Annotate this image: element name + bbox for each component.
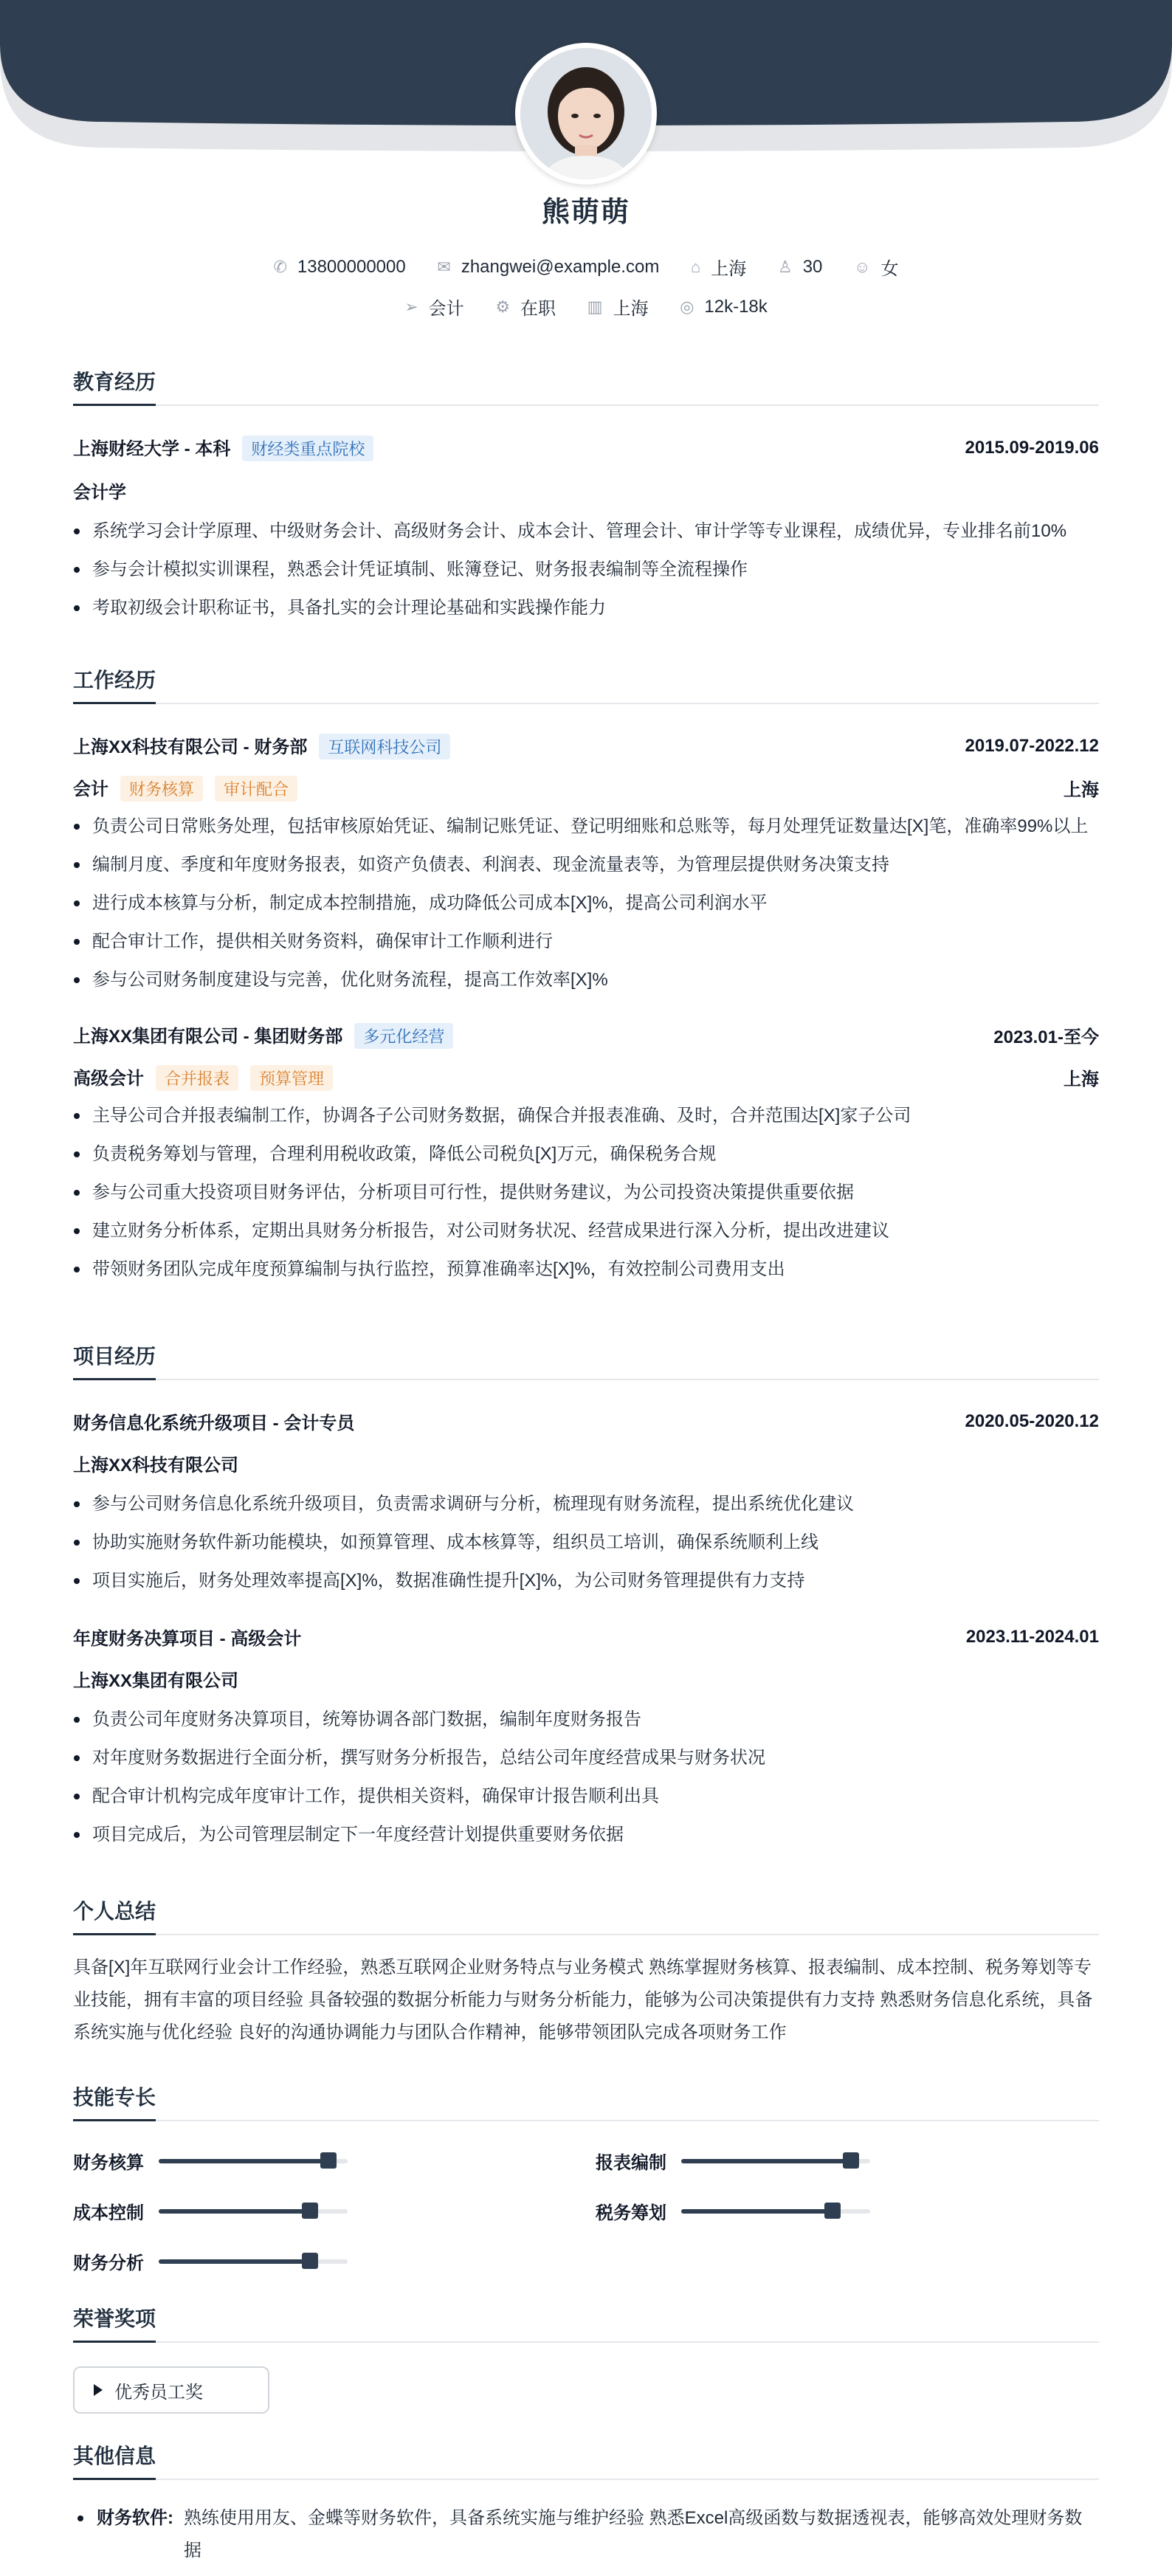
list-item: 对年度财务数据进行全面分析，撰写财务分析报告，总结公司年度经营成果与财务状况 — [92, 1739, 1099, 1777]
work-section — [73, 664, 1099, 1289]
phone-text: 13800000000 — [297, 256, 406, 277]
salary-item — [680, 297, 768, 317]
other-text: 据 — [184, 2541, 201, 2560]
skill-item — [73, 2248, 348, 2274]
education-section — [73, 366, 1099, 627]
major: 会计学 — [73, 483, 126, 503]
status-text: 在职 — [520, 299, 556, 319]
job-header — [73, 732, 1099, 760]
skill-bar — [159, 2159, 348, 2163]
education-bullets — [73, 512, 1099, 627]
status-icon: ⚙ — [495, 297, 511, 316]
skill-bar — [681, 2159, 870, 2163]
project-title: 财务信息化系统升级项目 - 会计专员 — [73, 1413, 355, 1433]
summary-line: 系统实施与优化经验 良好的沟通协调能力与团队合作精神，能够带领团队完成各项财务工作 — [73, 2022, 787, 2042]
gender-icon: ☺ — [854, 257, 871, 276]
section-title: 教育经历 — [73, 366, 1099, 406]
skill-fill — [159, 2209, 310, 2214]
section-title: 项目经历 — [73, 1340, 1099, 1380]
age-item — [778, 257, 822, 278]
age-text: 30 — [802, 256, 823, 277]
list-item: 考取初级会计职称证书，具备扎实的会计理论基础和实践操作能力 — [92, 589, 1099, 627]
skill-knob — [320, 2152, 337, 2169]
role-tag: 预算管理 — [250, 1065, 333, 1091]
skill-bar — [681, 2209, 870, 2214]
list-item: 协助实施财务软件新功能模块，如预算管理、成本核算等，组织员工培训，确保系统顺利上线 — [92, 1523, 1099, 1562]
skill-item — [596, 2148, 870, 2174]
list-item: 参与公司财务信息化系统升级项目，负责需求调研与分析，梳理现有财务流程，提出系统优化建议 — [92, 1485, 1099, 1523]
salary-text: 12k-18k — [704, 296, 768, 317]
project-bullets — [73, 1485, 1099, 1600]
list-item: 项目实施后，财务处理效率提高[X]%，数据准确性提升[X]%，为公司财务管理提供有力支持 — [92, 1562, 1099, 1600]
project-bullets — [73, 1701, 1099, 1854]
phone-item — [273, 257, 405, 278]
role-tag: 审计配合 — [215, 776, 297, 802]
target-city-item — [587, 294, 649, 320]
other-item — [73, 2502, 1099, 2567]
gender-item — [854, 254, 898, 280]
age-icon: ♙ — [777, 257, 793, 276]
target-city-text: 上海 — [613, 299, 649, 319]
project-org: 上海XX集团有限公司 — [73, 1671, 239, 1691]
skill-name: 财务核算 — [73, 2153, 144, 2173]
project-header — [73, 1408, 1099, 1434]
skill-name: 成本控制 — [73, 2203, 144, 2223]
job-role-row — [73, 1064, 1099, 1091]
awards-section — [73, 2303, 1099, 2343]
skill-item — [73, 2148, 348, 2174]
skill-knob — [843, 2152, 859, 2169]
summary-line: 具备[X]年互联网行业会计工作经验，熟悉互联网企业财务特点与业务模式 熟练掌握财务核算、报表编制、成本控制、税务筹划等专 — [73, 1957, 1092, 1977]
job-date: 2023.01-至今 — [993, 1027, 1099, 1047]
list-item: 建立财务分析体系，定期出具财务分析报告，对公司财务状况、经营成果进行深入分析，提出改进建议 — [92, 1212, 1099, 1250]
summary-text — [73, 1952, 1099, 2049]
list-item: 系统学习会计学原理、中级财务会计、高级财务会计、成本会计、管理会计、审计学等专业课程，成绩优异，专业排名前10% — [92, 512, 1099, 551]
award-label: 优秀员工奖 — [114, 2382, 203, 2403]
job-location: 上海 — [1064, 1070, 1099, 1089]
skill-knob — [302, 2253, 318, 2269]
summary-line: 业技能，拥有丰富的项目经验 具备较强的数据分析能力与财务分析能力，能够为公司决策提供有力支持 熟悉财务信息化系统，具备 — [73, 1990, 1093, 2010]
list-item: 主导公司合并报表编制工作，协调各子公司财务数据，确保合并报表准确、及时，合并范围达[X]家子公司 — [92, 1097, 1099, 1135]
job-role-row — [73, 774, 1099, 802]
other-text: 熟练使用用友、金蝶等财务软件，具备系统实施与维护经验 熟悉Excel高级函数与数据透视表，能够高效处理财务数 — [184, 2508, 1083, 2528]
job-date: 2019.07-2022.12 — [965, 735, 1099, 756]
job-role: 高级会计 — [73, 1069, 144, 1089]
job-role: 会计 — [73, 779, 108, 799]
skill-knob — [824, 2203, 841, 2219]
section-title: 其他信息 — [73, 2440, 1099, 2480]
job-header — [73, 1022, 1099, 1049]
phone-icon: ✆ — [273, 257, 287, 276]
skill-fill — [681, 2209, 833, 2214]
skill-bar — [159, 2259, 348, 2264]
list-item: 参与公司重大投资项目财务评估，分析项目可行性，提供财务建议，为公司投资决策提供重要依据 — [92, 1174, 1099, 1212]
list-item: 负责税务筹划与管理，合理利用税收政策，降低公司税负[X]万元，确保税务合规 — [92, 1135, 1099, 1174]
summary-section — [73, 1895, 1099, 2049]
skill-fill — [681, 2159, 851, 2163]
role-tag: 合并报表 — [156, 1065, 238, 1091]
section-title: 荣誉奖项 — [73, 2303, 1099, 2343]
list-item: 配合审计机构完成年度审计工作，提供相关资料，确保审计报告顺利出具 — [92, 1777, 1099, 1816]
project-date: 2023.11-2024.01 — [965, 1626, 1099, 1647]
skill-bar — [159, 2209, 348, 2214]
triangle-right-icon — [94, 2384, 103, 2396]
project-org: 上海XX科技有限公司 — [73, 1456, 239, 1475]
building-icon: ▥ — [587, 297, 603, 316]
gender-text: 女 — [880, 259, 899, 279]
list-item: 项目完成后，为公司管理层制定下一年度经营计划提供重要财务依据 — [92, 1816, 1099, 1854]
list-item: 进行成本核算与分析，制定成本控制措施，成功降低公司成本[X]%，提高公司利润水平 — [92, 884, 1099, 923]
city-text: 上海 — [711, 259, 747, 279]
other-section — [73, 2440, 1099, 2567]
education-date: 2015.09-2019.06 — [965, 437, 1099, 458]
other-label: 财务软件: — [97, 2508, 173, 2528]
skill-item — [73, 2198, 348, 2224]
section-title: 个人总结 — [73, 1895, 1099, 1935]
job-item — [404, 294, 463, 320]
status-item — [495, 294, 556, 320]
city-item — [691, 254, 746, 280]
skill-fill — [159, 2259, 310, 2264]
candidate-name: 熊萌萌 — [541, 197, 630, 228]
job-bullets — [73, 1097, 1099, 1289]
list-item: 编制月度、季度和年度财务报表，如资产负债表、利润表、现金流量表等，为管理层提供财务决策支持 — [92, 846, 1099, 884]
job-bullets — [73, 807, 1099, 999]
company-name: 上海XX集团有限公司 - 集团财务部 — [73, 1027, 343, 1047]
project-date: 2020.05-2020.12 — [965, 1411, 1099, 1431]
school-tag: 财经类重点院校 — [242, 435, 373, 461]
company-tag: 多元化经营 — [354, 1023, 453, 1049]
list-item: 配合审计工作，提供相关财务资料，确保审计工作顺利进行 — [92, 923, 1099, 961]
company-tag: 互联网科技公司 — [319, 734, 450, 760]
skill-fill — [159, 2159, 328, 2163]
skill-knob — [302, 2203, 318, 2219]
projects-section — [73, 1340, 1099, 1854]
skill-item — [596, 2198, 870, 2224]
section-title: 技能专长 — [73, 2081, 1099, 2121]
home-icon: ⌂ — [691, 257, 701, 276]
company-name: 上海XX科技有限公司 - 财务部 — [73, 737, 308, 757]
mail-icon: ✉ — [437, 257, 451, 276]
award-item[interactable] — [73, 2366, 269, 2414]
list-item: 负责公司年度财务决算项目，统筹协调各部门数据，编制年度财务报告 — [92, 1701, 1099, 1739]
skill-name: 税务筹划 — [596, 2203, 666, 2223]
list-item: 参与会计模拟实训课程，熟悉会计凭证填制、账簿登记、财务报表编制等全流程操作 — [92, 551, 1099, 589]
skill-name: 报表编制 — [596, 2153, 666, 2173]
role-tag: 财务核算 — [120, 776, 203, 802]
skills-section — [73, 2081, 1099, 2121]
email-item — [437, 257, 659, 278]
list-item: 参与公司财务制度建设与完善，优化财务流程，提高工作效率[X]% — [92, 961, 1099, 999]
list-item: 负责公司日常账务处理，包括审核原始凭证、编制记账凭证、登记明细账和总账等，每月处理凭证数量达[X]笔，准确率99%以上 — [92, 807, 1099, 846]
avatar — [515, 43, 657, 185]
project-header — [73, 1624, 1099, 1650]
job-text: 会计 — [428, 299, 464, 319]
intent-row — [0, 294, 1172, 320]
email-text: zhangwei@example.com — [461, 256, 660, 277]
school-name: 上海财经大学 - 本科 — [73, 439, 231, 459]
skill-name: 财务分析 — [73, 2253, 144, 2273]
contact-row — [0, 254, 1172, 280]
list-item: 带领财务团队完成年度预算编制与执行监控，预算准确率达[X]%，有效控制公司费用支出 — [92, 1250, 1099, 1289]
education-header — [73, 434, 1099, 461]
section-title: 工作经历 — [73, 664, 1099, 704]
project-title: 年度财务决算项目 - 高级会计 — [73, 1629, 302, 1649]
bullet-dot — [77, 2515, 83, 2521]
job-location: 上海 — [1064, 780, 1099, 800]
send-icon: ➢ — [404, 297, 418, 316]
salary-icon: ◎ — [680, 297, 694, 316]
